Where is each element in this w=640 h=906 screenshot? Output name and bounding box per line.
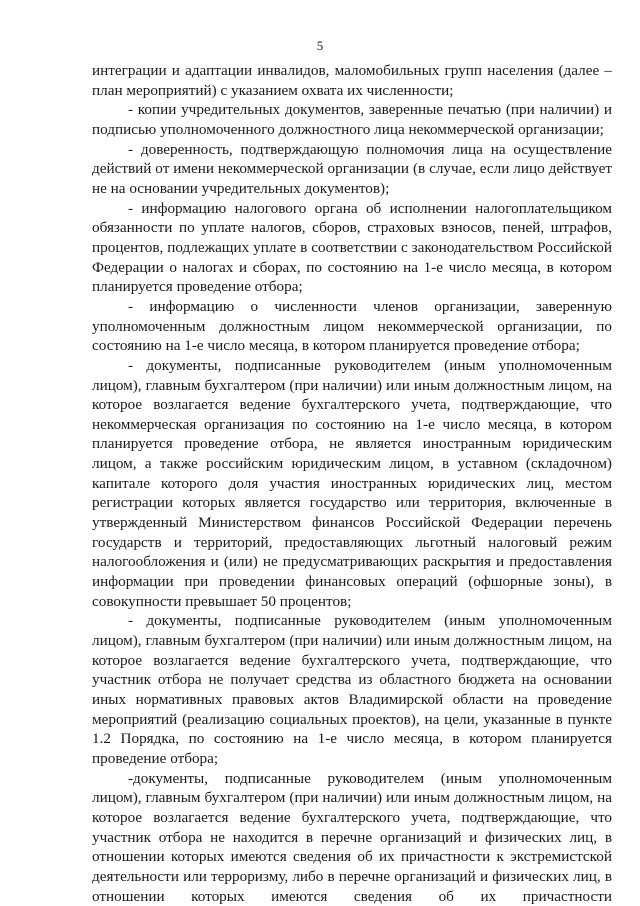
paragraph: - документы, подписанные руководителем (иным уполномоченным лицом), главным бухгалтером (при наличии) или иным должностным лицом, на которое возлагается ведение бухгалтерского учета, подтверждающие, что некоммерческая организация по состоянию на 1-е число месяца, в котором планируется проведение отбора, не является иностранным юридическим лицом, а также российским юридическим лицом, в уставном (складочном) капитале которого доля участия иностранных юридических лиц, местом регистрации которых является государство или территория, включенные в утвержденный Министерством финансов Российской Федерации перечень государств и территорий, предоставляющих льготный налоговый режим налогообложения и (или) не предусматривающих раскрытия и предоставления информации при проведении финансовых операций (офшорные зоны), в совокупности превышает 50 процентов; <box>92 356 612 610</box>
paragraph: -документы, подписанные руководителем (иным уполномоченным лицом), главным бухгалтером (при наличии) или иным должностным лицом, на которое возлагается ведение бухгалтерского учета, подтверждающие, что участник отбора не находится в перечне организаций и физических лиц, в отношении которых имеются сведения об их причастности к экстремистской деятельности или терроризму, либо в перечне организаций и физических лиц, в отношении которых имеются сведения об их причастности <box>92 769 612 905</box>
paragraph: интеграции и адаптации инвалидов, маломобильных групп населения (далее – план мероприятий) с указанием охвата их численности; <box>92 62 612 99</box>
document-body <box>92 61 612 906</box>
paragraph: - документы, подписанные руководителем (иным уполномоченным лицом), главным бухгалтером (при наличии) или иным должностным лицом, на которое возлагается ведение бухгалтерского учета, подтверждающие, что участник отбора не получает средства из областного бюджета на основании иных нормативных правовых актов Владимирской области на проведение мероприятий (реализацию социальных проектов), на цели, указанные в пункте 1.2 Порядка, по состоянию на 1-е число месяца, в котором планируется проведение отбора; <box>92 612 612 767</box>
page-number: 5 <box>316 38 324 53</box>
paragraph: - информацию налогового органа об исполнении налогоплательщиком обязанности по уплате налогов, сборов, страховых взносов, пеней, штрафов, процентов, подлежащих уплате в соответствии с законодательством Российской Федерации о налогах и сборах, по состоянию на 1-е число месяца, в котором планируется проведение отбора; <box>92 199 612 296</box>
paragraph: - информацию о численности членов организации, заверенную уполномоченным должностным лицом некоммерческой организации, по состоянию на 1-е число месяца, в котором планируется проведение отбора; <box>92 297 612 355</box>
paragraph: - копии учредительных документов, заверенные печатью (при наличии) и подписью уполномоченного должностного лица некоммерческой организации; <box>92 101 612 138</box>
paragraph: - доверенность, подтверждающую полномочия лица на осуществление действий от имени некоммерческой организации (в случае, если лицо действует не на основании учредительных документов); <box>92 140 612 197</box>
